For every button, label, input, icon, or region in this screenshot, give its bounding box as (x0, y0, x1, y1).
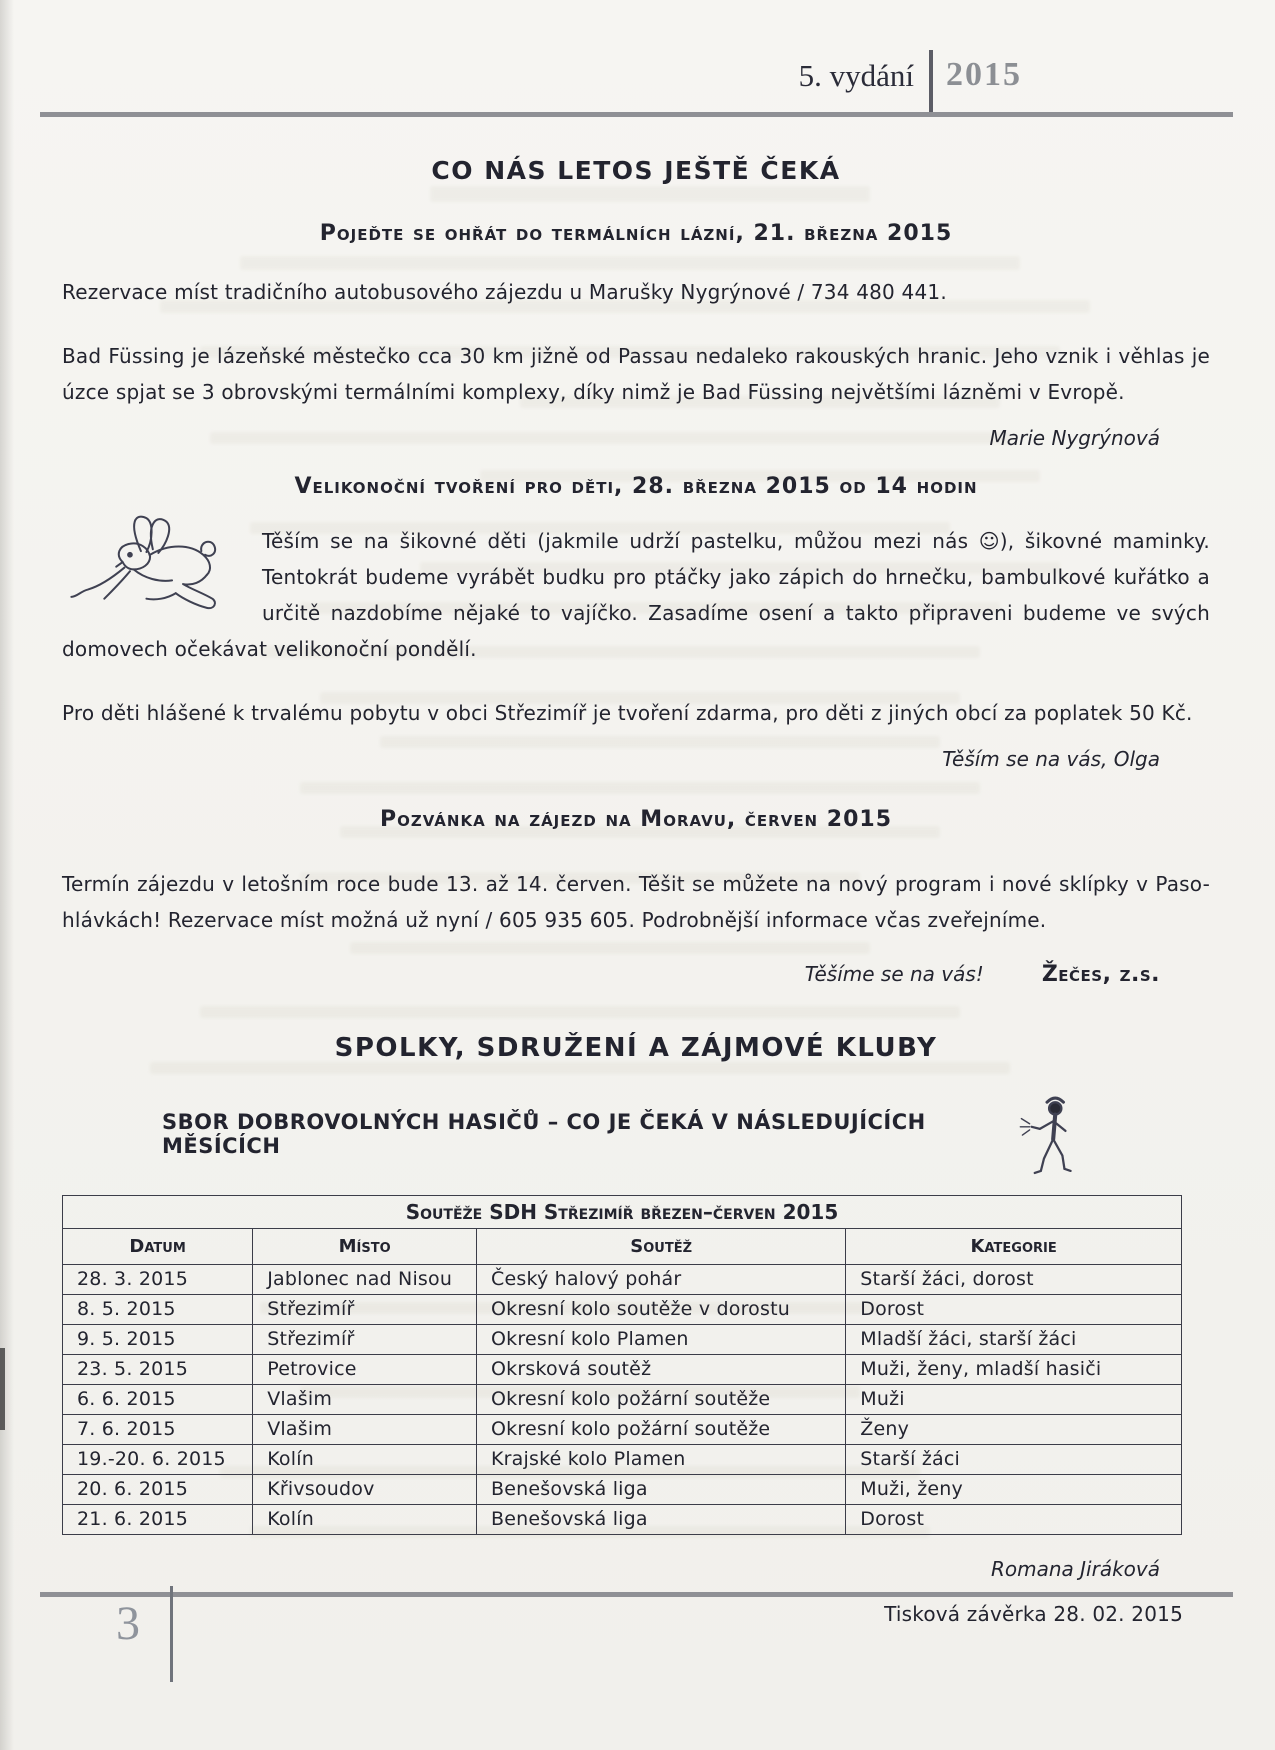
firefighters-heading-row (162, 1093, 1075, 1175)
table-title: Soutěže SDH Střezimíř březen–červen 2015 (63, 1196, 1182, 1229)
table-cell: Okresní kolo požární soutěže (477, 1415, 846, 1445)
header-divider (929, 50, 933, 112)
page-content (62, 130, 1210, 1581)
table-title-row (63, 1196, 1182, 1229)
page-number-divider (170, 1586, 173, 1682)
table-row (63, 1415, 1182, 1445)
table-row (63, 1355, 1182, 1385)
table-cell: 19.-20. 6. 2015 (63, 1445, 253, 1475)
table-cell: Petrovice (253, 1355, 477, 1385)
main-title: CO NÁS LETOS JEŠTĚ ČEKÁ (431, 156, 841, 185)
table-row (63, 1265, 1182, 1295)
table-cell: Starší žáci (846, 1445, 1182, 1475)
header-rule (40, 112, 1233, 117)
closing-line (62, 962, 1160, 987)
competition-table-body (63, 1265, 1182, 1535)
article-heading-easter-crafting: Velikonoční tvoření pro děti, 28. března 2015 od 14 hodin (294, 474, 978, 499)
paragraph: Rezervace míst tradičního autobusového zájezdu u Marušky Nygrýnové / 734 480 441. (62, 280, 947, 304)
table-cell: Okresní kolo soutěže v dorostu (477, 1295, 846, 1325)
table-cell: Benešovská liga (477, 1475, 846, 1505)
table-cell: Křivsoudov (253, 1475, 477, 1505)
table-cell: Český halový pohár (477, 1265, 846, 1295)
column-header-competition: Soutěž (477, 1229, 846, 1265)
clubs-section-title: SPOLKY, SDRUŽENÍ A ZÁJMOVÉ KLUBY (334, 1033, 938, 1063)
paragraph: Pro děti hlášené k trvalému pobytu v obci Střezimíř je tvoření zdarma, pro děti z jiných obcí za poplatek 50 Kč. (62, 701, 1193, 725)
table-row (63, 1325, 1182, 1355)
table-cell: 9. 5. 2015 (63, 1325, 253, 1355)
table-row (63, 1475, 1182, 1505)
table-cell: Jablonec nad Nisou (253, 1265, 477, 1295)
table-header-row (63, 1229, 1182, 1265)
table-cell: 6. 6. 2015 (63, 1385, 253, 1415)
table-cell: Okrsková soutěž (477, 1355, 846, 1385)
table-cell: Dorost (846, 1295, 1182, 1325)
signature: Marie Nygrýnová (989, 426, 1160, 450)
table-cell: Benešovská liga (477, 1505, 846, 1535)
table-cell: Muži, ženy (846, 1475, 1182, 1505)
table-row (63, 1505, 1182, 1535)
table-cell: Muži (846, 1385, 1182, 1415)
closing-text: Těšíme se na vás! (804, 962, 984, 986)
article-heading-spa-trip: Pojeďte se ohřát do termálních lázní, 21. března 2015 (319, 221, 953, 246)
signature: Těším se na vás, Olga (942, 747, 1160, 771)
page-number: 3 (116, 1597, 140, 1650)
paragraph: Těším se na šikovné děti (jakmile udrží pastelku, můžou mezi nás ☺), šikovné maminky. Tentokrát budeme vyrábět budku pro ptáčky jako zápich do hrnečku, bambulkové kuřátko a určitě nazdobíme nějaké to vajíčko. Zasadíme osení a takto připraveni budeme ve svých domovech očekávat velikonoční pondělí. (62, 529, 1210, 661)
table-row (63, 1385, 1182, 1415)
column-header-category: Kategorie (846, 1229, 1182, 1265)
table-cell: Vlašim (253, 1415, 477, 1445)
article-heading-moravia-trip: Pozvánka na zájezd na Moravu, červen 2015 (379, 807, 893, 832)
table-cell: Krajské kolo Plamen (477, 1445, 846, 1475)
column-header-place: Místo (253, 1229, 477, 1265)
page-header (799, 50, 1022, 112)
table-cell: Střezimíř (253, 1295, 477, 1325)
table-cell: Kolín (253, 1505, 477, 1535)
organization-name: Žečes, z.s. (1041, 962, 1160, 987)
table-cell: Okresní kolo Plamen (477, 1325, 846, 1355)
table-cell: 7. 6. 2015 (63, 1415, 253, 1445)
firefighters-subtitle: SBOR DOBROVOLNÝCH HASIČŮ – CO JE ČEKÁ V NÁSLEDUJÍCÍCH MĚSÍCÍCH (162, 1110, 926, 1158)
table-cell: 20. 6. 2015 (63, 1475, 253, 1505)
table-cell: Okresní kolo požární soutěže (477, 1385, 846, 1415)
column-header-date: Datum (63, 1229, 253, 1265)
table-cell: Kolín (253, 1445, 477, 1475)
table-cell: Mladší žáci, starší žáci (846, 1325, 1182, 1355)
year-label: 2015 (946, 56, 1022, 93)
paragraph: Bad Füssing je lázeňské městečko cca 30 km jižně od Passau nedaleko rakouských hranic. Jeho vznik i věhlas je úzce spjat se 3 obrovskými termálními komplexy, díky nimž je Bad Füssing největšími lázněmi v Evropě. (62, 344, 1210, 404)
table-cell: Dorost (846, 1505, 1182, 1535)
table-row (63, 1295, 1182, 1325)
table-cell: 23. 5. 2015 (63, 1355, 253, 1385)
paragraph: Termín zájezdu v letošním roce bude 13. až 14. červen. Těšit se můžete na nový program i nové sklípky v Paso-hlávkách! Rezervace míst možná už nyní / 605 935 605. Podrobnější informace včas zveřejníme. (62, 872, 1210, 932)
table-cell: 21. 6. 2015 (63, 1505, 253, 1535)
footer-rule (40, 1592, 1233, 1597)
competition-table (62, 1195, 1182, 1535)
table-cell: Starší žáci, dorost (846, 1265, 1182, 1295)
rabbit-icon (62, 509, 240, 617)
print-deadline: Tisková závěrka 28. 02. 2015 (884, 1602, 1183, 1626)
table-cell: Střezimíř (253, 1325, 477, 1355)
table-cell: 28. 3. 2015 (63, 1265, 253, 1295)
table-row (63, 1445, 1182, 1475)
signature: Romana Jiráková (990, 1557, 1160, 1581)
table-cell: Ženy (846, 1415, 1182, 1445)
table-cell: Muži, ženy, mladší hasiči (846, 1355, 1182, 1385)
firefighter-icon (1017, 1093, 1075, 1175)
table-cell: Vlašim (253, 1385, 477, 1415)
edition-label: 5. vydání (798, 58, 914, 93)
scan-edge-mark (0, 1348, 5, 1430)
table-cell: 8. 5. 2015 (63, 1295, 253, 1325)
